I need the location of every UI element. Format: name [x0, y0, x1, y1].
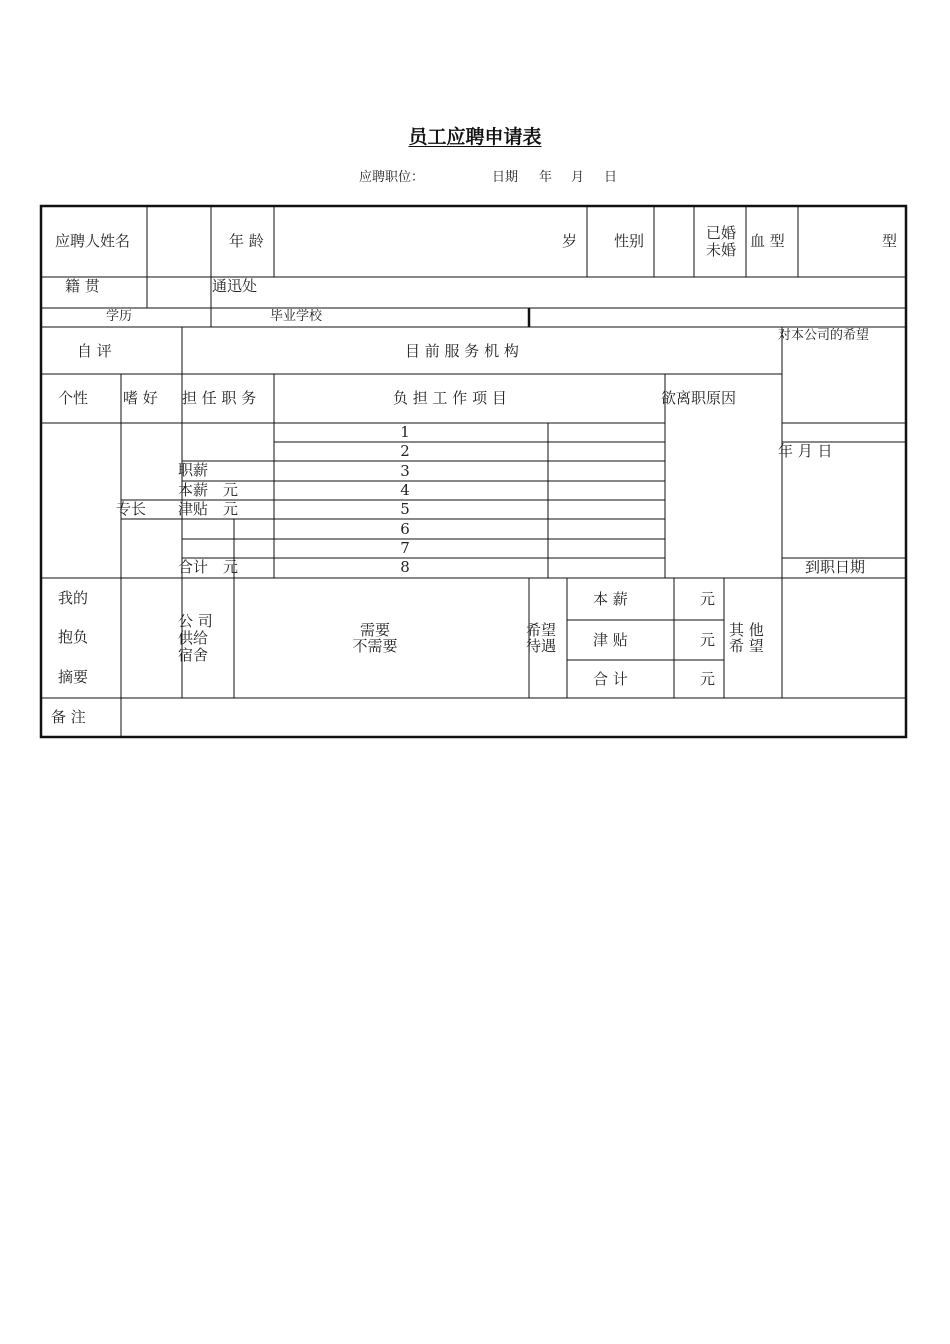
- date-year: 年: [539, 170, 553, 185]
- row-number: 6: [400, 520, 410, 538]
- leave-reason-label: 欲离职原因: [661, 389, 737, 407]
- yuan-unit: 元: [700, 631, 716, 649]
- dorm-label-1: 公 司: [178, 612, 213, 630]
- total-label: 合计 元: [178, 558, 239, 576]
- allowance-label: 津贴 元: [178, 500, 239, 518]
- row-number: 7: [400, 539, 410, 557]
- specialty-label: 专长: [116, 500, 147, 518]
- position-held-label: 担 任 职 务: [182, 389, 257, 407]
- date-label: 日期: [492, 170, 519, 185]
- ambition-label-3: 摘要: [58, 668, 89, 686]
- native-place-label: 籍 贯: [65, 277, 100, 295]
- blood-type-unit: 型: [882, 232, 898, 250]
- education-label: 学历: [106, 309, 133, 324]
- age-label: 年 龄: [229, 232, 264, 250]
- salary-label: 职薪: [178, 461, 209, 479]
- arrival-date-label: 到职日期: [805, 558, 866, 576]
- applicant-name-label: 应聘人姓名: [55, 232, 131, 250]
- row-number: 8: [400, 558, 410, 576]
- married-option: 已婚: [706, 224, 737, 242]
- yuan-unit: 元: [700, 590, 716, 608]
- duties-label: 负 担 工 作 项 目: [393, 389, 507, 407]
- ambition-label-2: 抱负: [58, 628, 89, 646]
- row-number: 3: [400, 462, 410, 480]
- dorm-label-2: 供给: [178, 629, 209, 647]
- company-hope-label: 对本公司的希望: [778, 328, 870, 343]
- other-hope-label-1: 其 他: [729, 621, 764, 639]
- ambition-label-1: 我的: [58, 589, 89, 607]
- row-number: 1: [400, 423, 410, 441]
- dorm-need-option: 需要: [359, 621, 390, 639]
- row-number: 4: [400, 481, 410, 499]
- expected-pay-label-2: 待遇: [526, 637, 557, 655]
- position-label: 应聘职位：: [359, 170, 425, 185]
- dorm-no-need-option: 不需要: [352, 637, 398, 655]
- hobby-label: 嗜 好: [123, 389, 158, 407]
- blood-type-label: 血 型: [750, 232, 785, 250]
- school-label: 毕业学校: [270, 309, 323, 324]
- expected-allowance-label: 津 贴: [593, 631, 628, 649]
- yuan-unit: 元: [700, 670, 716, 688]
- form-title: 员工应聘申请表: [408, 126, 542, 148]
- date-month: 月: [571, 170, 585, 185]
- address-label: 通迅处: [212, 277, 258, 295]
- expected-base-label: 本 薪: [593, 590, 628, 608]
- gender-label: 性别: [614, 232, 645, 250]
- dorm-label-3: 宿舍: [178, 646, 209, 664]
- age-unit: 岁: [562, 232, 578, 250]
- expected-total-label: 合 计: [593, 670, 628, 688]
- other-hope-label-2: 希 望: [729, 637, 764, 655]
- base-salary-label: 本薪 元: [178, 481, 239, 499]
- self-evaluation-label: 自 评: [77, 342, 112, 360]
- date-day: 日: [604, 170, 618, 185]
- row-number: 5: [400, 500, 410, 518]
- year-month-day-label: 年 月 日: [778, 442, 833, 460]
- unmarried-option: 未婚: [706, 241, 737, 259]
- expected-pay-label-1: 希望: [526, 621, 557, 639]
- remarks-label: 备 注: [51, 708, 86, 726]
- personality-label: 个性: [58, 389, 89, 407]
- current-organization-label: 目 前 服 务 机 构: [405, 342, 519, 360]
- row-number: 2: [400, 442, 410, 460]
